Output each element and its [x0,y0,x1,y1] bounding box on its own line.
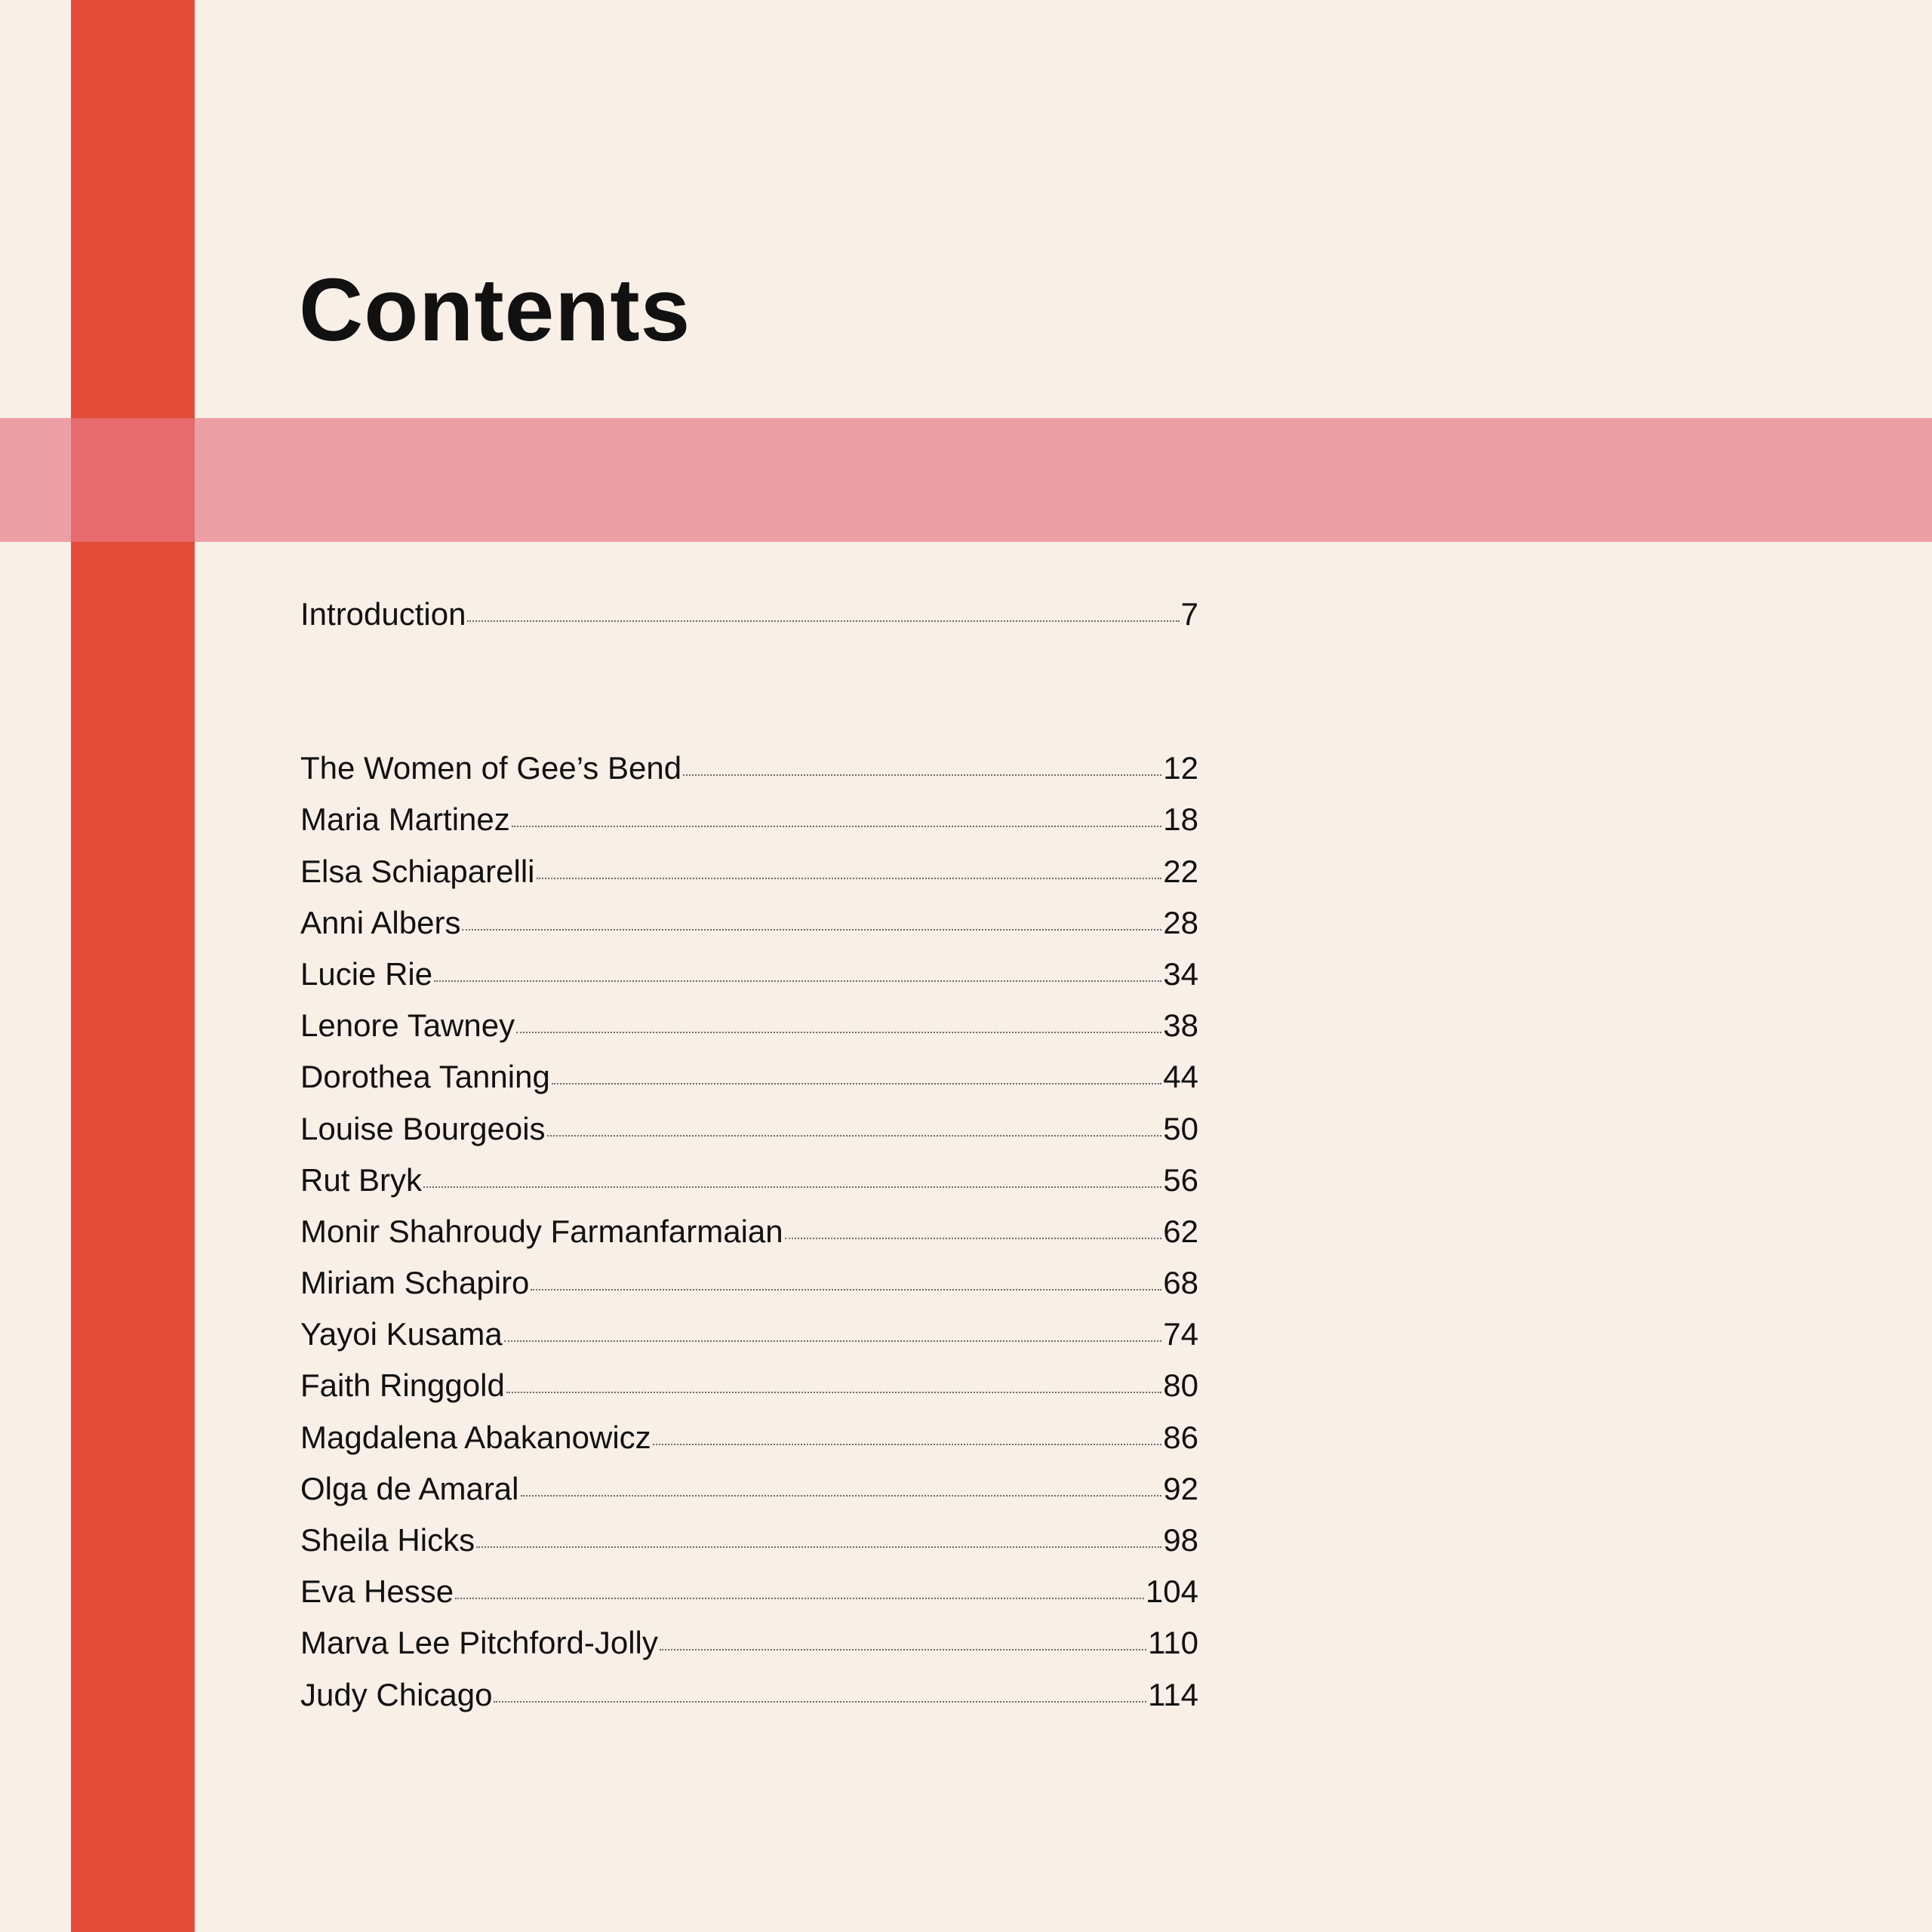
toc-entry-page: 34 [1163,955,1198,992]
dot-leader [537,878,1162,879]
toc-entry-label: Yayoi Kusama [300,1316,503,1352]
dot-leader [506,1392,1161,1393]
toc-entry-label: Sheila Hicks [300,1522,475,1558]
dot-leader [521,1495,1162,1497]
toc-entry-page: 18 [1163,801,1198,838]
toc-entry[interactable] [300,905,1198,956]
dot-leader [494,1701,1146,1703]
dot-leader [434,980,1161,982]
toc-entry-page: 110 [1148,1625,1198,1661]
toc-entry-label: Monir Shahroudy Farmanfarmaian [300,1213,783,1249]
dot-leader [467,620,1179,622]
dot-leader [476,1546,1161,1548]
toc-entry-label: Louise Bourgeois [300,1110,546,1146]
toc-entry-label: Elsa Schiaparelli [300,853,535,889]
dot-leader [462,929,1161,931]
toc-entry-label: Magdalena Abakanowicz [300,1419,651,1455]
dot-leader [504,1340,1162,1342]
toc-entry[interactable] [300,1008,1198,1059]
toc-entry[interactable] [300,801,1198,853]
toc-entry[interactable] [300,1059,1198,1110]
toc-entry-label: Lucie Rie [300,955,433,992]
toc-entry-page: 12 [1163,750,1198,786]
toc-entry[interactable] [300,1162,1198,1214]
toc-entry-label: Dorothea Tanning [300,1059,550,1095]
vertical-accent-bar [71,0,195,1932]
toc-entry-page: 74 [1163,1316,1198,1352]
toc-entry-page: 92 [1163,1470,1198,1506]
toc-entry[interactable] [300,750,1198,801]
toc-entry-page: 98 [1163,1522,1198,1558]
toc-entry-label: The Women of Gee’s Bend [300,750,682,786]
toc-entry-label: Marva Lee Pitchford-Jolly [300,1625,658,1661]
toc-entry-label: Faith Ringgold [300,1367,505,1404]
toc-entry-label: Lenore Tawney [300,1008,515,1044]
dot-leader [660,1649,1146,1651]
toc-entry-page: 80 [1163,1367,1198,1404]
toc-entry-label: Maria Martinez [300,801,510,838]
toc-entry-page: 38 [1163,1008,1198,1044]
page-title: Contents [299,260,691,360]
toc-entry-page: 104 [1145,1574,1198,1610]
toc-entry[interactable] [300,1625,1198,1676]
toc-entry[interactable] [300,956,1198,1008]
toc-entry-page: 68 [1163,1265,1198,1301]
toc-entry[interactable] [300,1471,1198,1522]
toc-entry[interactable] [300,1265,1198,1316]
horizontal-accent-band [0,418,1932,542]
dot-leader [531,1289,1161,1291]
dot-leader [423,1186,1161,1188]
toc-entry-label: Rut Bryk [300,1161,423,1198]
toc-entry-introduction[interactable] [300,596,1198,648]
toc-entry[interactable] [300,1522,1198,1574]
toc-entry-page: 62 [1163,1213,1198,1249]
toc-entry-label: Olga de Amaral [300,1470,519,1506]
dot-leader [552,1083,1161,1084]
toc-entry[interactable] [300,1367,1198,1419]
dot-leader [547,1135,1162,1137]
dot-leader [683,774,1161,776]
toc-entry[interactable] [300,1677,1198,1728]
toc-entry-page: 22 [1163,853,1198,889]
dot-leader [785,1238,1162,1239]
toc-entry-label: Introduction [300,596,466,632]
toc-entry-page: 86 [1163,1419,1198,1455]
toc-entry[interactable] [300,1574,1198,1625]
toc-entry[interactable] [300,1214,1198,1265]
toc-entry-page: 44 [1163,1059,1198,1095]
table-of-contents [300,596,1198,1728]
toc-entry-page: 56 [1163,1161,1198,1198]
toc-entry-list [300,750,1198,1728]
toc-entry-page: 28 [1163,904,1198,940]
dot-leader [516,1032,1161,1033]
toc-entry-label: Anni Albers [300,904,461,940]
dot-leader [653,1444,1162,1445]
toc-entry-page: 114 [1148,1676,1198,1712]
toc-entry[interactable] [300,1420,1198,1471]
toc-entry-label: Judy Chicago [300,1676,493,1712]
toc-entry-label: Miriam Schapiro [300,1265,530,1301]
dot-leader [455,1598,1144,1599]
toc-entry-page: 50 [1163,1110,1198,1146]
toc-entry-label: Eva Hesse [300,1574,454,1610]
toc-entry[interactable] [300,854,1198,905]
toc-entry-page: 7 [1180,596,1198,632]
toc-entry[interactable] [300,1111,1198,1162]
dot-leader [512,826,1162,827]
toc-entry[interactable] [300,1316,1198,1367]
